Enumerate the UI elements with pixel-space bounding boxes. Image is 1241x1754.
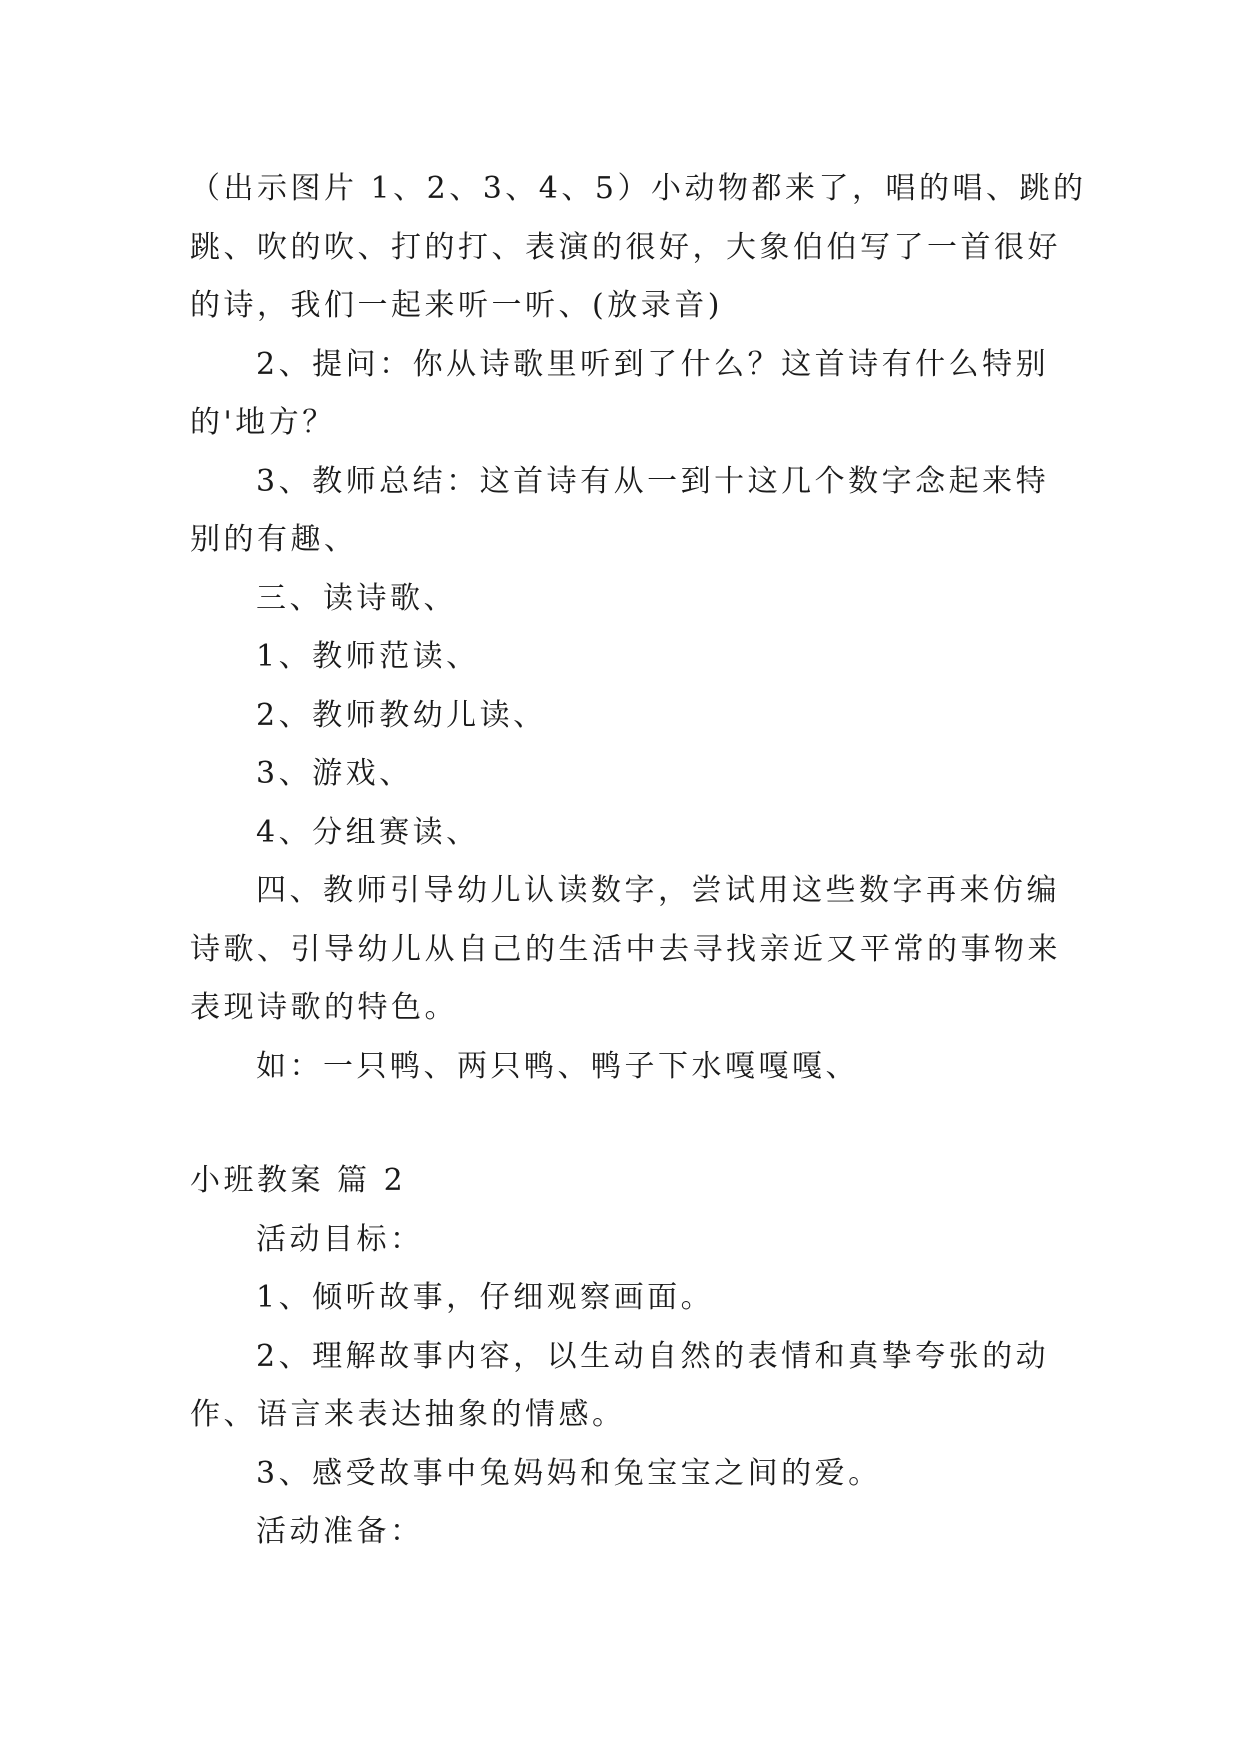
text-line: 诗歌、引导幼儿从自己的生活中去寻找亲近又平常的事物来 — [190, 931, 1061, 967]
section-heading: 三、读诗歌、 — [256, 580, 457, 616]
list-item: 3、游戏、 — [256, 756, 413, 791]
chapter-title: 小班教案 篇 2 — [190, 1163, 407, 1198]
text-line: 作、语言来表达抽象的情感。 — [190, 1397, 626, 1432]
list-item: 2、理解故事内容，以生动自然的表情和真挚夸张的动 — [256, 1338, 1050, 1374]
list-item: 3、感受故事中兔妈妈和兔宝宝之间的爱。 — [256, 1455, 882, 1491]
text-line: 的诗，我们一起来听一听、(放录音) — [190, 288, 723, 323]
list-item: 1、倾听故事，仔细观察画面。 — [256, 1280, 715, 1315]
section-heading: 活动目标： — [256, 1221, 424, 1257]
document-body — [190, 160, 1087, 1562]
text-line: 2、提问：你从诗歌里听到了什么？这首诗有什么特别 — [256, 346, 1050, 382]
text-line: 的'地方？ — [190, 405, 336, 440]
text-line: （出示图片 1、2、3、4、5）小动物都来了，唱的唱、跳的 — [190, 171, 1087, 206]
text-line: 如：一只鸭、两只鸭、鸭子下水嘎嘎嘎、 — [256, 1048, 859, 1084]
section-heading: 活动准备： — [256, 1514, 424, 1549]
text-line: 别的有趣、 — [190, 522, 358, 557]
text-line: 3、教师总结：这首诗有从一到十这几个数字念起来特 — [256, 463, 1050, 499]
text-line: 跳、吹的吹、打的打、表演的很好，大象伯伯写了一首很好 — [190, 229, 1061, 265]
section-heading: 四、教师引导幼儿认读数字，尝试用这些数字再来仿编 — [256, 873, 1060, 908]
list-item: 4、分组赛读、 — [256, 814, 480, 850]
list-item: 1、教师范读、 — [256, 639, 480, 674]
text-line: 表现诗歌的特色。 — [190, 990, 458, 1025]
list-item: 2、教师教幼儿读、 — [256, 697, 547, 733]
